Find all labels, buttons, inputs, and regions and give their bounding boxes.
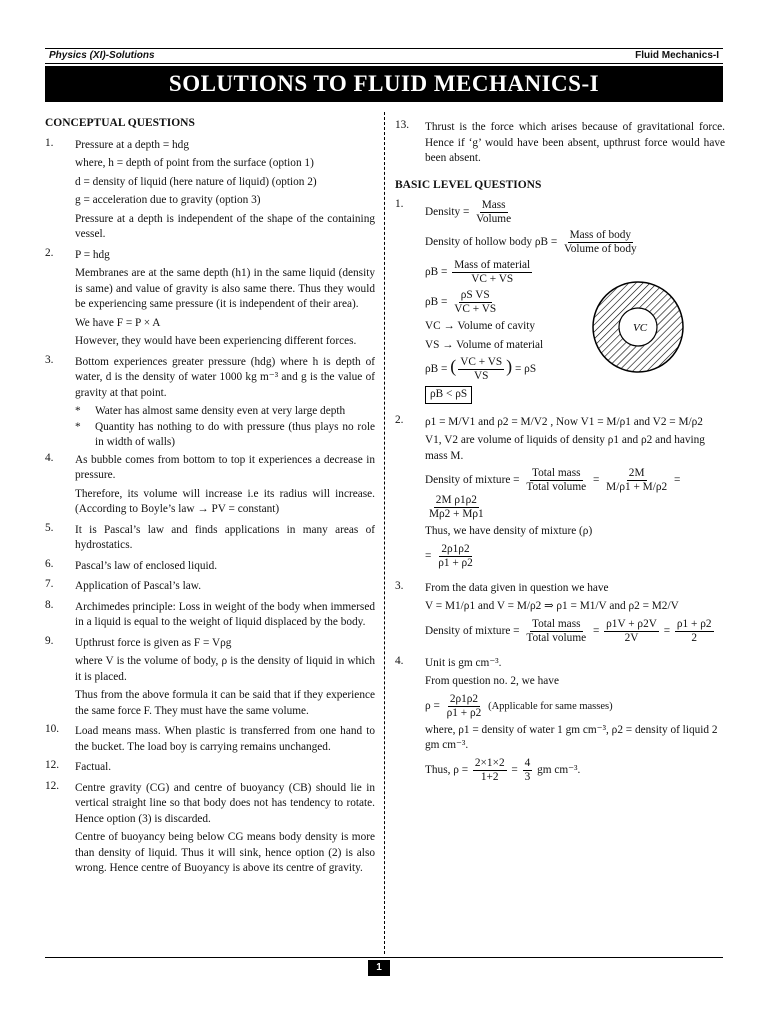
- page-title: SOLUTIONS TO FLUID MECHANICS-I: [45, 66, 723, 102]
- density-label: Density =: [425, 206, 473, 219]
- frac-num: 2×1×2: [474, 756, 505, 769]
- frac-num: Mass: [481, 199, 506, 211]
- frac-den: ρ1 + ρ2: [438, 556, 473, 569]
- q9-line1: Upthrust force is given as F = Vρg: [75, 636, 232, 649]
- q-number: 1.: [45, 136, 54, 149]
- q3-line1: Bottom experiences greater pressure (hdg) where h is depth of water, d is the density of water 1000 kg m⁻³ and g is the value of gravity at that point.: [75, 355, 375, 399]
- q-number: 8.: [45, 598, 54, 611]
- frac-num: 2ρ1ρ2: [441, 542, 470, 555]
- q3-bullet2: Quantity has nothing to do with pressure (thus plays no role in width of walls): [95, 420, 375, 448]
- q4-final: Thus, ρ = $\frac{2\times 1\times 2}{1+2}$ = $\frac{4}{3}$ gm cm⁻³.: [425, 756, 581, 783]
- q3-mixture-eq: Density of mixture = $\frac{\text{Total mass}}{\text{Total volume}}$ = $\frac{\rho 1V + \rho 2V}{2V}$ = $\frac{\rho 1 + \rho 2}{2}$: [425, 617, 712, 644]
- question-2: [45, 246, 375, 353]
- question-8: [45, 598, 375, 634]
- q12-line2: Centre of buoyancy being below CG means body density is more than density of liquid. Thus it will sink, hence option (2) is also wrong. Hence centre of Buoyancy is above its centre of gravity.: [75, 831, 375, 874]
- q8-line1: Archimedes principle: Loss in weight of the body when immersed in a liquid is equal to the weight of liquid displaced by the body.: [75, 600, 375, 628]
- cavity-label: VC: [633, 322, 648, 334]
- frac-num: 2M ρ1ρ2: [435, 494, 477, 506]
- q-number: 4.: [45, 451, 54, 464]
- q1-line3: d = density of liquid (here nature of liquid) (option 2): [75, 175, 317, 188]
- mixture-eq: Density of mixture = $\frac{\text{Total mass}}{\text{Total volume}}$ = $\frac{2M}{M/\rho 1 + M/\rho 2}$ = $\frac{\text{2M ρ1ρ2}}{M\rho 2 + M\rho 1}$: [425, 467, 681, 520]
- eq-note: (Applicable for same masses): [488, 700, 613, 712]
- q-number: 2.: [395, 413, 404, 426]
- question-7: [45, 577, 375, 598]
- frac-num: Mass of body: [569, 229, 632, 241]
- frac-num: Mass of material: [454, 259, 531, 271]
- question-6: [45, 557, 375, 578]
- q-number: 9.: [45, 634, 54, 647]
- frac-den: ρ1 + ρ2: [446, 706, 482, 719]
- density-eq: [425, 199, 725, 226]
- frac-den: Volume: [476, 213, 512, 225]
- q2-line1: V1, V2 are volume of liquids of density ρ1 and ρ2 and having mass M.: [425, 434, 705, 462]
- mix-label: Density of mixture =: [425, 474, 520, 487]
- section-conceptual: CONCEPTUAL QUESTIONS: [45, 117, 195, 129]
- q6-line1: Pascal’s law of enclosed liquid.: [75, 559, 218, 572]
- basic-question-1: [395, 197, 725, 407]
- frac-den: Mρ2 + Mρ1: [429, 508, 484, 520]
- q3-line1: From the data given in question we have: [425, 581, 609, 594]
- frac-num: VC + VS: [460, 356, 503, 368]
- frac-den: Total volume: [526, 631, 587, 644]
- q2-result: = $\frac{2\rho 1\rho 2}{\rho 1 + \rho 2}$: [425, 542, 473, 569]
- section-basic: BASIC LEVEL QUESTIONS: [395, 178, 542, 191]
- rho-b-label: ρB =: [425, 363, 448, 376]
- question-9: [45, 634, 375, 723]
- q1-line1: Pressure at a depth = hdg: [75, 138, 189, 151]
- frac-num: ρS VS: [460, 289, 490, 301]
- rho-b-label: ρB =: [425, 296, 448, 309]
- question-3: [45, 353, 375, 451]
- rho-b-label: ρB =: [425, 266, 448, 279]
- q2-line1: P = hdg: [75, 248, 110, 261]
- eq3-right: = ρS: [514, 363, 537, 376]
- q2-line4: However, they would have been experiencing different forces.: [75, 335, 357, 347]
- q2-line2: Membranes are at the same depth (h1) in the same liquid (density is same) and value of gravity is also same there. Thus they would be experiencing same pressure (it is independent of their area).: [75, 267, 375, 310]
- bullet-marker: *: [75, 405, 81, 417]
- q-number: 6.: [45, 557, 54, 570]
- frac-num: Total mass: [532, 467, 581, 479]
- q11-line1: Factual.: [75, 761, 112, 773]
- q-number: 10.: [45, 723, 60, 735]
- q4-line3: where, ρ1 = density of water 1 gm cm⁻³, ρ2 = density of liquid 2 gm cm⁻³.: [425, 723, 718, 751]
- q-number: 12.: [45, 759, 60, 771]
- hollow-density-eq: [425, 229, 725, 256]
- q2-equation: ρ1 = M/V1 and ρ2 = M/V2 , Now V1 = M/ρ1 and V2 = M/ρ2: [425, 415, 703, 428]
- thus-label: Thus, ρ =: [425, 763, 469, 776]
- question-12: [45, 779, 375, 880]
- q-number: 12.: [45, 779, 60, 792]
- frac-den: M/ρ1 + M/ρ2: [606, 481, 668, 493]
- q-number: 7.: [45, 578, 54, 590]
- frac-den: Volume of body: [564, 243, 637, 255]
- frac-den: 2V: [624, 631, 639, 644]
- hollow-sphere-diagram: [590, 279, 686, 375]
- frac-den: Total volume: [526, 481, 587, 493]
- frac-num: ρ1 + ρ2: [676, 617, 712, 630]
- running-header: [45, 48, 723, 64]
- unit-label: gm cm⁻³.: [537, 763, 581, 776]
- q4-line2: From question no. 2, we have: [425, 675, 559, 687]
- q9-line2: where V is the volume of body, ρ is the density of liquid in which it is placed.: [75, 655, 375, 683]
- q-number: 13.: [395, 119, 410, 131]
- question-1: [45, 136, 375, 246]
- basic-question-4: [395, 654, 725, 787]
- inequality-box: ρB < ρS: [425, 386, 472, 404]
- q2-line2: Thus, we have density of mixture (ρ): [425, 525, 593, 537]
- frac-den: 2: [691, 631, 698, 644]
- q5-line1: It is Pascal’s law and finds applications in many areas of hydrostatics.: [75, 523, 375, 551]
- question-5: [45, 521, 375, 557]
- question-13: [395, 118, 725, 170]
- header-right: Fluid Mechanics-I: [635, 50, 719, 61]
- q3-equation: V = M1/ρ1 and V = M/ρ2 ⇒ ρ1 = M1/V and ρ2 = M2/V: [425, 600, 679, 612]
- basic-question-2: [395, 413, 725, 573]
- q1-line4: g = acceleration due to gravity (option 3): [75, 194, 261, 206]
- frac-num: 2ρ1ρ2: [449, 692, 479, 705]
- q4-equation: ρ = $\frac{2\rho 1\rho 2}{\rho 1 + \rho 2}$ (Applicable for same masses): [425, 692, 613, 719]
- question-4: [45, 451, 375, 521]
- vs-definition: VS → Volume of material: [425, 338, 544, 351]
- q4-line1: As bubble comes from bottom to top it experiences a decrease in pressure.: [75, 453, 375, 481]
- left-column: [45, 114, 375, 880]
- frac-den: 3: [524, 770, 531, 783]
- frac-den: VC + VS: [471, 273, 514, 285]
- frac-num: 4: [524, 756, 531, 769]
- column-divider: [384, 112, 385, 954]
- q7-line1: Application of Pascal’s law.: [75, 580, 202, 592]
- mix-label: Density of mixture =: [425, 624, 520, 637]
- frac-num: ρ1V + ρ2V: [606, 617, 657, 630]
- frac-den: VC + VS: [454, 303, 497, 315]
- question-11: [45, 758, 375, 779]
- frac-num: 2M: [628, 467, 645, 479]
- q3-bullet1: Water has almost same density even at very large depth: [95, 405, 346, 417]
- q1-line2: where, h = depth of point from the surface (option 1): [75, 157, 314, 169]
- vc-definition: VC → Volume of cavity: [425, 320, 536, 332]
- q-number: 4.: [395, 654, 404, 667]
- q4-line1: Unit is gm cm⁻³.: [425, 656, 502, 669]
- q2-line3: We have F = P × A: [75, 316, 161, 329]
- hollow-label: Density of hollow body ρB =: [425, 236, 558, 249]
- basic-question-3: [395, 579, 725, 648]
- right-column: [395, 118, 725, 787]
- q-number: 5.: [45, 521, 54, 534]
- footer-rule: [45, 957, 723, 958]
- page-number: 1: [368, 960, 390, 976]
- question-10: [45, 722, 375, 758]
- q9-line3: Thus from the above formula it can be said that if they experience the same force F. They must have the same volume.: [75, 689, 375, 717]
- frac-den: VS: [473, 370, 489, 382]
- q-number: 1.: [395, 198, 404, 210]
- frac-den: 1+2: [480, 770, 499, 783]
- q-number: 2.: [45, 246, 54, 259]
- q1-line5: Pressure at a depth is independent of the shape of the containing vessel.: [75, 212, 375, 240]
- frac-num: Total mass: [532, 617, 581, 630]
- q12-line1: Centre gravity (CG) and centre of buoyancy (CB) should lie in vertical straight line so that body does not has tendency to rotate. Hence option (3) is discarded.: [75, 781, 375, 825]
- rho-b-eq3: ρB = ( $\frac{VC + VS}{VS}$ ) = ρS: [425, 356, 537, 382]
- q4-line2: Therefore, its volume will increase i.e its radius will increase. (According to Boyle’s law → PV = constant): [75, 487, 375, 515]
- bullet-marker: *: [75, 420, 81, 433]
- q10-line1: Load means mass. When plastic is transferred from one hand to the bucket. The load boy is carrying remains unchanged.: [75, 725, 375, 753]
- q13-line1: Thrust is the force which arises because of gravitational force. Hence if ‘g’ would have been absent, upthrust force would have been absent.: [425, 121, 725, 164]
- header-left: Physics (XI)-Solutions: [49, 50, 155, 61]
- q-number: 3.: [395, 579, 404, 592]
- q-number: 3.: [45, 353, 54, 366]
